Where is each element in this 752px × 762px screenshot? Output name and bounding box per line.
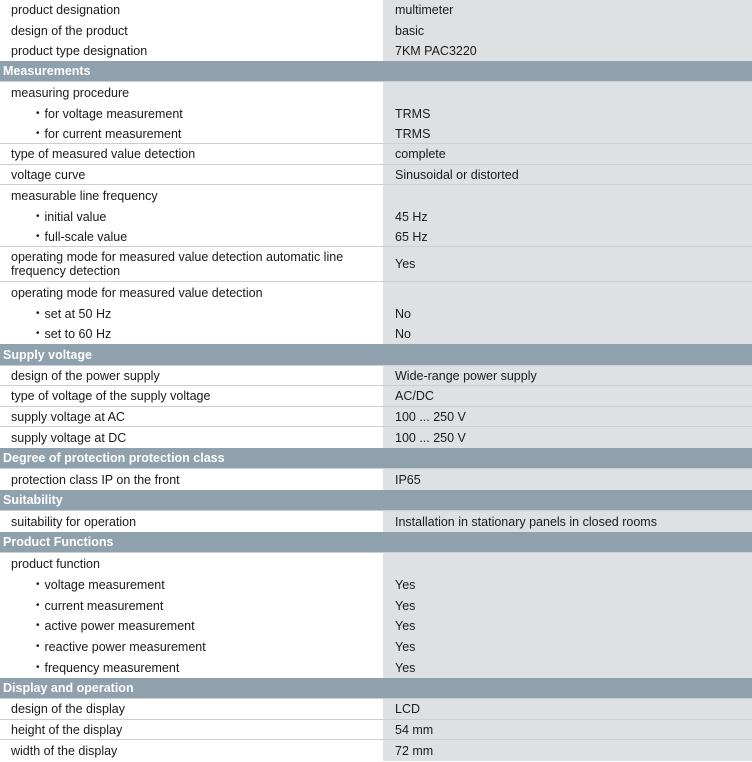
spec-value-text: 72 mm — [395, 743, 434, 758]
spec-value-text: 100 ... 250 V — [395, 430, 466, 445]
sub-spec-row — [0, 324, 752, 344]
bullet-icon: • — [36, 307, 40, 319]
spec-label-text: for voltage measurement — [44, 106, 183, 121]
spec-value-text: 100 ... 250 V — [395, 409, 466, 424]
spec-label-text: product type designation — [11, 44, 148, 58]
spec-label — [0, 407, 381, 426]
spec-value — [383, 41, 752, 61]
spec-label-text: supply voltage at DC — [11, 430, 127, 445]
spec-label — [0, 574, 381, 595]
spec-value-text: No — [395, 327, 411, 341]
spec-value-text: 54 mm — [395, 722, 434, 737]
spec-label-text: type of measured value detection — [11, 147, 196, 161]
bullet-icon: • — [36, 620, 40, 631]
bullet-icon: • — [36, 661, 40, 673]
spec-label-text: product designation — [11, 3, 121, 17]
section-header: Product Functions — [0, 532, 752, 553]
spec-value — [383, 469, 752, 490]
spec-label — [0, 366, 381, 385]
spec-value — [383, 636, 752, 657]
sub-spec-row — [0, 124, 752, 144]
spec-label-text: suitability for operation — [11, 514, 137, 529]
bullet-icon: • — [36, 210, 40, 222]
spec-value-text: AC/DC — [395, 389, 434, 403]
spec-value — [383, 427, 752, 448]
spec-label-text: set to 60 Hz — [44, 327, 112, 341]
spec-label — [0, 206, 381, 227]
spec-row — [0, 699, 752, 720]
spec-value — [383, 595, 752, 616]
bullet-icon: • — [36, 230, 40, 242]
spec-label — [0, 227, 381, 246]
spec-label — [0, 144, 381, 164]
spec-label-text: full-scale value — [44, 229, 128, 244]
spec-row — [0, 282, 752, 303]
spec-value-text: No — [395, 306, 411, 321]
spec-value-text: Yes — [395, 257, 416, 271]
spec-row — [0, 247, 752, 282]
bullet-icon: • — [36, 578, 40, 590]
spec-label-text: for current measurement — [44, 126, 182, 141]
spec-label-text: operating mode for measured value detection automatic line frequency detection — [11, 250, 344, 278]
spec-row — [0, 82, 752, 103]
spec-label — [0, 0, 381, 20]
sub-spec-row — [0, 574, 752, 595]
spec-value-text: Yes — [395, 598, 416, 613]
spec-value — [383, 740, 752, 761]
bullet-icon: • — [36, 599, 40, 611]
spec-label — [0, 303, 381, 324]
spec-label — [0, 740, 381, 761]
spec-label — [0, 636, 381, 657]
spec-value-text: Yes — [395, 619, 416, 633]
sub-spec-row — [0, 657, 752, 678]
spec-label — [0, 324, 381, 344]
spec-value — [383, 303, 752, 324]
spec-label — [0, 616, 381, 636]
sub-spec-row — [0, 227, 752, 247]
spec-value — [383, 574, 752, 595]
spec-value — [383, 407, 752, 426]
spec-row — [0, 427, 752, 448]
spec-label — [0, 124, 381, 143]
spec-value — [383, 553, 752, 574]
spec-label-text: type of voltage of the supply voltage — [11, 389, 211, 403]
spec-label-text: operating mode for measured value detection — [11, 285, 263, 300]
spec-value-text: LCD — [395, 702, 421, 716]
spec-value-text: complete — [395, 147, 446, 161]
sub-spec-row — [0, 616, 752, 636]
section-header: Degree of protection protection class — [0, 448, 752, 469]
spec-row — [0, 740, 752, 761]
spec-row — [0, 0, 752, 20]
spec-value — [383, 82, 752, 103]
spec-value — [383, 386, 752, 406]
section-header: Measurements — [0, 61, 752, 82]
spec-value-text: Wide-range power supply — [395, 368, 537, 383]
sub-spec-row — [0, 595, 752, 616]
spec-label-text: product function — [11, 556, 100, 571]
spec-label — [0, 386, 381, 406]
spec-label-text: measurable line frequency — [11, 188, 158, 203]
spec-value — [383, 165, 752, 184]
spec-label — [0, 553, 381, 574]
spec-label-text: current measurement — [44, 598, 164, 613]
spec-label-text: set at 50 Hz — [44, 306, 112, 321]
spec-label-text: active power measurement — [44, 619, 195, 633]
spec-label-text: protection class IP on the front — [11, 472, 180, 487]
spec-label — [0, 720, 381, 739]
spec-label — [0, 282, 381, 303]
spec-value — [383, 185, 752, 206]
spec-row — [0, 185, 752, 206]
spec-value — [383, 511, 752, 532]
spec-label-text: design of the power supply — [11, 368, 160, 383]
spec-value-text: Yes — [395, 577, 416, 592]
spec-label-text: measuring procedure — [11, 85, 130, 100]
bullet-icon: • — [36, 328, 40, 339]
section-header: Suitability — [0, 490, 752, 511]
spec-label — [0, 427, 381, 448]
spec-value-text: multimeter — [395, 3, 454, 17]
spec-label-text: design of the product — [11, 23, 128, 38]
spec-value — [383, 206, 752, 227]
spec-value — [383, 103, 752, 124]
spec-label — [0, 511, 381, 532]
spec-value-text: 45 Hz — [395, 209, 428, 224]
spec-value — [383, 247, 752, 281]
spec-value — [383, 324, 752, 344]
spec-row — [0, 20, 752, 41]
section-header: Display and operation — [0, 678, 752, 699]
spec-value-text: TRMS — [395, 126, 431, 141]
spec-value — [383, 720, 752, 739]
sub-spec-row — [0, 206, 752, 227]
spec-label-text: initial value — [44, 209, 107, 224]
spec-label — [0, 82, 381, 103]
spec-value — [383, 144, 752, 164]
spec-label — [0, 103, 381, 124]
spec-label — [0, 41, 381, 61]
spec-row — [0, 511, 752, 532]
spec-label — [0, 247, 381, 281]
spec-row — [0, 720, 752, 740]
spec-value — [383, 616, 752, 636]
spec-label-text: height of the display — [11, 722, 123, 737]
section-header: Supply voltage — [0, 344, 752, 366]
spec-row — [0, 469, 752, 490]
spec-value-text: Installation in stationary panels in closed rooms — [395, 514, 657, 529]
spec-label-text: frequency measurement — [44, 660, 180, 675]
spec-value-text: Yes — [395, 639, 416, 654]
spec-value-text: 7KM PAC3220 — [395, 44, 477, 58]
spec-value-text: Yes — [395, 660, 416, 675]
spec-label — [0, 20, 381, 41]
spec-row — [0, 41, 752, 61]
sub-spec-row — [0, 303, 752, 324]
spec-label — [0, 657, 381, 678]
sub-spec-row — [0, 636, 752, 657]
spec-value-text: Sinusoidal or distorted — [395, 167, 519, 182]
spec-value-text: 65 Hz — [395, 229, 428, 244]
spec-label-text: design of the display — [11, 702, 125, 716]
spec-value-text: basic — [395, 23, 425, 38]
spec-label — [0, 595, 381, 616]
spec-value — [383, 366, 752, 385]
spec-value-text: IP65 — [395, 472, 421, 487]
spec-value — [383, 657, 752, 678]
spec-value — [383, 0, 752, 20]
spec-label-text: width of the display — [11, 743, 118, 758]
spec-row — [0, 386, 752, 407]
spec-label-text: voltage curve — [11, 167, 86, 182]
spec-row — [0, 366, 752, 386]
bullet-icon: • — [36, 640, 40, 652]
spec-label — [0, 699, 381, 719]
sub-spec-row — [0, 103, 752, 124]
spec-row — [0, 144, 752, 165]
spec-value — [383, 227, 752, 246]
spec-value — [383, 20, 752, 41]
bullet-icon: • — [36, 107, 40, 119]
spec-value-text: TRMS — [395, 106, 431, 121]
spec-label — [0, 165, 381, 184]
spec-label-text: reactive power measurement — [44, 639, 206, 654]
spec-row — [0, 407, 752, 427]
spec-row — [0, 553, 752, 574]
spec-value — [383, 124, 752, 143]
spec-label — [0, 469, 381, 490]
spec-label-text: supply voltage at AC — [11, 409, 125, 424]
spec-value — [383, 282, 752, 303]
spec-label — [0, 185, 381, 206]
bullet-icon: • — [36, 127, 40, 139]
spec-value — [383, 699, 752, 719]
spec-row — [0, 165, 752, 185]
spec-label-text: voltage measurement — [44, 577, 165, 592]
